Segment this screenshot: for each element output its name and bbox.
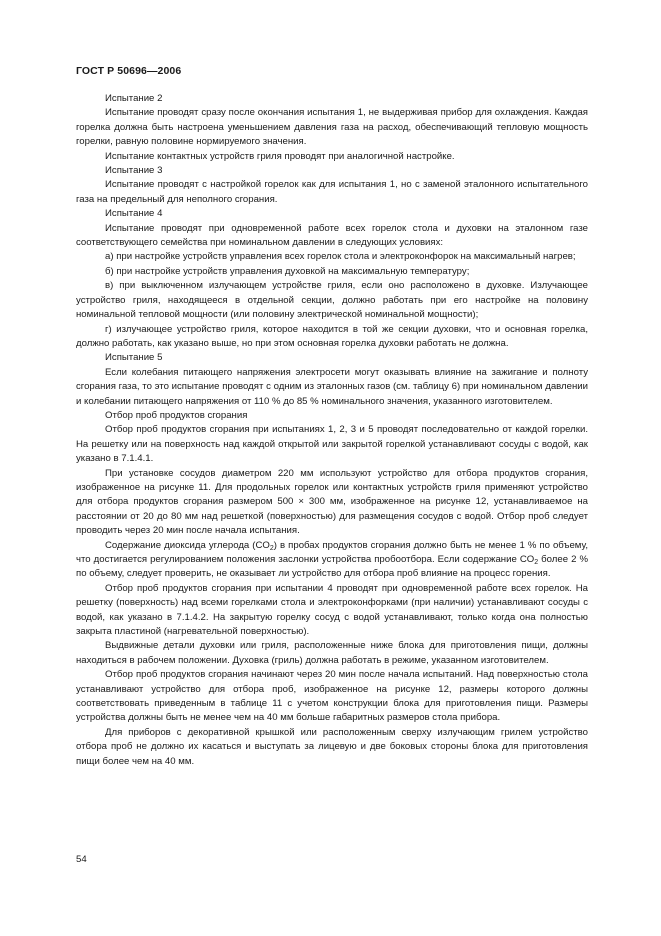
- co2-text-part1: Содержание диоксида углерода (CO: [105, 539, 270, 551]
- paragraph: Отбор проб продуктов сгорания при испытаниях 1, 2, 3 и 5 проводят последовательно от каждой горелки. На решетку или на поверхность над каждой открытой или закрытой горелкой устанавливают сосуды с водой, как указано в 7.1.4.1.: [76, 424, 588, 465]
- paragraph: Если колебания питающего напряжения электросети могут оказывать влияние на зажигание и полноту сгорания газа, то это испытание проводят с одним из эталонных газов (см. таблицу 6) при номинальном давлении и колебании питающего напряжения от 110 % до 85 % номинального значения, указанного изготовителем.: [76, 366, 588, 407]
- co2-text-part2: ) в пробах продуктов сгорания должно быть не менее 1 % по объему, что достигается регулированием положения заслонки устройства пробоотбора. Если содержание CO: [76, 539, 589, 565]
- document-header: ГОСТ Р 50696—2006: [76, 65, 182, 77]
- paragraph: Для приборов с декоративной крышкой или расположенным сверху излучающим грилем устройство отбора проб не должно их касаться и выступать за лицевую и две боковых стороны блока для приготовления пищи более чем на 40 мм.: [76, 726, 588, 767]
- list-item-v: в) при выключенном излучающем устройстве гриля, если оно расположено в духовке. Излучающее устройство гриля, находящееся в отдельной секции, должно работать при его настройке на половину номинальной тепловой мощности (или половину электрической номинальной мощности);: [76, 280, 588, 321]
- paragraph: Отбор проб продуктов сгорания при испытании 4 проводят при одновременной работе всех горелок. На решетку (поверхность) над всеми горелками стола и электроконфорками (при наличии) устанавливают сосуды с водой, как указано в 7.1.4.2. На закрытую горелку сосуд с водой устанавливают, только когда она полностью закрыта пластиной (нагревательной поверхностью).: [76, 582, 588, 638]
- list-item-a: а) при настройке устройств управления всех горелок стола и электроконфорок на максимальный нагрев;: [105, 251, 576, 263]
- test-4-heading: Испытание 4: [105, 208, 163, 220]
- list-item-b: б) при настройке устройств управления духовкой на максимальную температуру;: [105, 265, 470, 277]
- paragraph: При установке сосудов диаметром 220 мм используют устройство для отбора продуктов сгорания, изображенное на рисунке 11. Для продольных горелок или контактных устройств гриля применяют устройство для отбора продуктов сгорания размером 500 × 300 мм, изображенное на рисунке 12, устанавливаемое на расстоянии от 20 до 80 мм над решеткой (поверхностью) для размещения сосудов с водой. Отбор проб следует проводить через 20 мин после начала испытания.: [76, 467, 588, 537]
- paragraph: Испытание проводят с настройкой горелок как для испытания 1, но с заменой эталонного испытательного газа на предельный для неполного сгорания.: [76, 179, 588, 205]
- test-2-heading: Испытание 2: [105, 93, 163, 104]
- co2-text-part3: более 2 % по объему, следует проверить, не оказывает ли устройство для отбора проб влияние на процесс горения.: [76, 554, 588, 580]
- list-item-g: г) излучающее устройство гриля, которое находится в той же секции духовки, что и основная горелка, должно работать, как указано выше, но при этом основная горелка духовки работать не должна.: [76, 323, 588, 349]
- paragraph: Отбор проб продуктов сгорания начинают через 20 мин после начала испытаний. Над поверхностью стола устанавливают устройство для отбора проб, изображенное на рисунке 12, размеры которого должны соответствовать приведенным в таблице 11 с учетом конструкции блока для приготовления пищи. Размеры устройства должны быть не менее чем на 40 мм больше габаритных размеров стола прибора.: [76, 669, 588, 724]
- page-number: 54: [76, 854, 87, 865]
- co2-subscript: 2: [269, 544, 274, 552]
- co2-paragraph: [76, 539, 588, 582]
- sampling-heading: Отбор проб продуктов сгорания: [105, 409, 248, 421]
- paragraph: Выдвижные детали духовки или гриля, расположенные ниже блока для приготовления пищи, должны находиться в рабочем положении. Духовка (гриль) должна работать в режиме, указанном изготовителем.: [76, 640, 588, 666]
- test-3-heading: Испытание 3: [105, 165, 163, 177]
- paragraph: Испытание контактных устройств гриля проводят при аналогичной настройке.: [105, 150, 455, 162]
- paragraph: Испытание проводят при одновременной работе всех горелок стола и духовки на эталонном газе соответствующего семейства при номинальном давлении в следующих условиях:: [76, 222, 588, 249]
- co2-subscript: 2: [534, 559, 539, 566]
- document-body: [76, 92, 588, 769]
- paragraph: Испытание проводят сразу после окончания испытания 1, не выдерживая прибор для охлаждения. Каждая горелка должна быть настроена уменьшением давления газа на расход, обеспечивающий тепловую мощность горелки, равную половине нормируемого значения.: [76, 107, 588, 148]
- test-5-heading: Испытание 5: [105, 352, 163, 364]
